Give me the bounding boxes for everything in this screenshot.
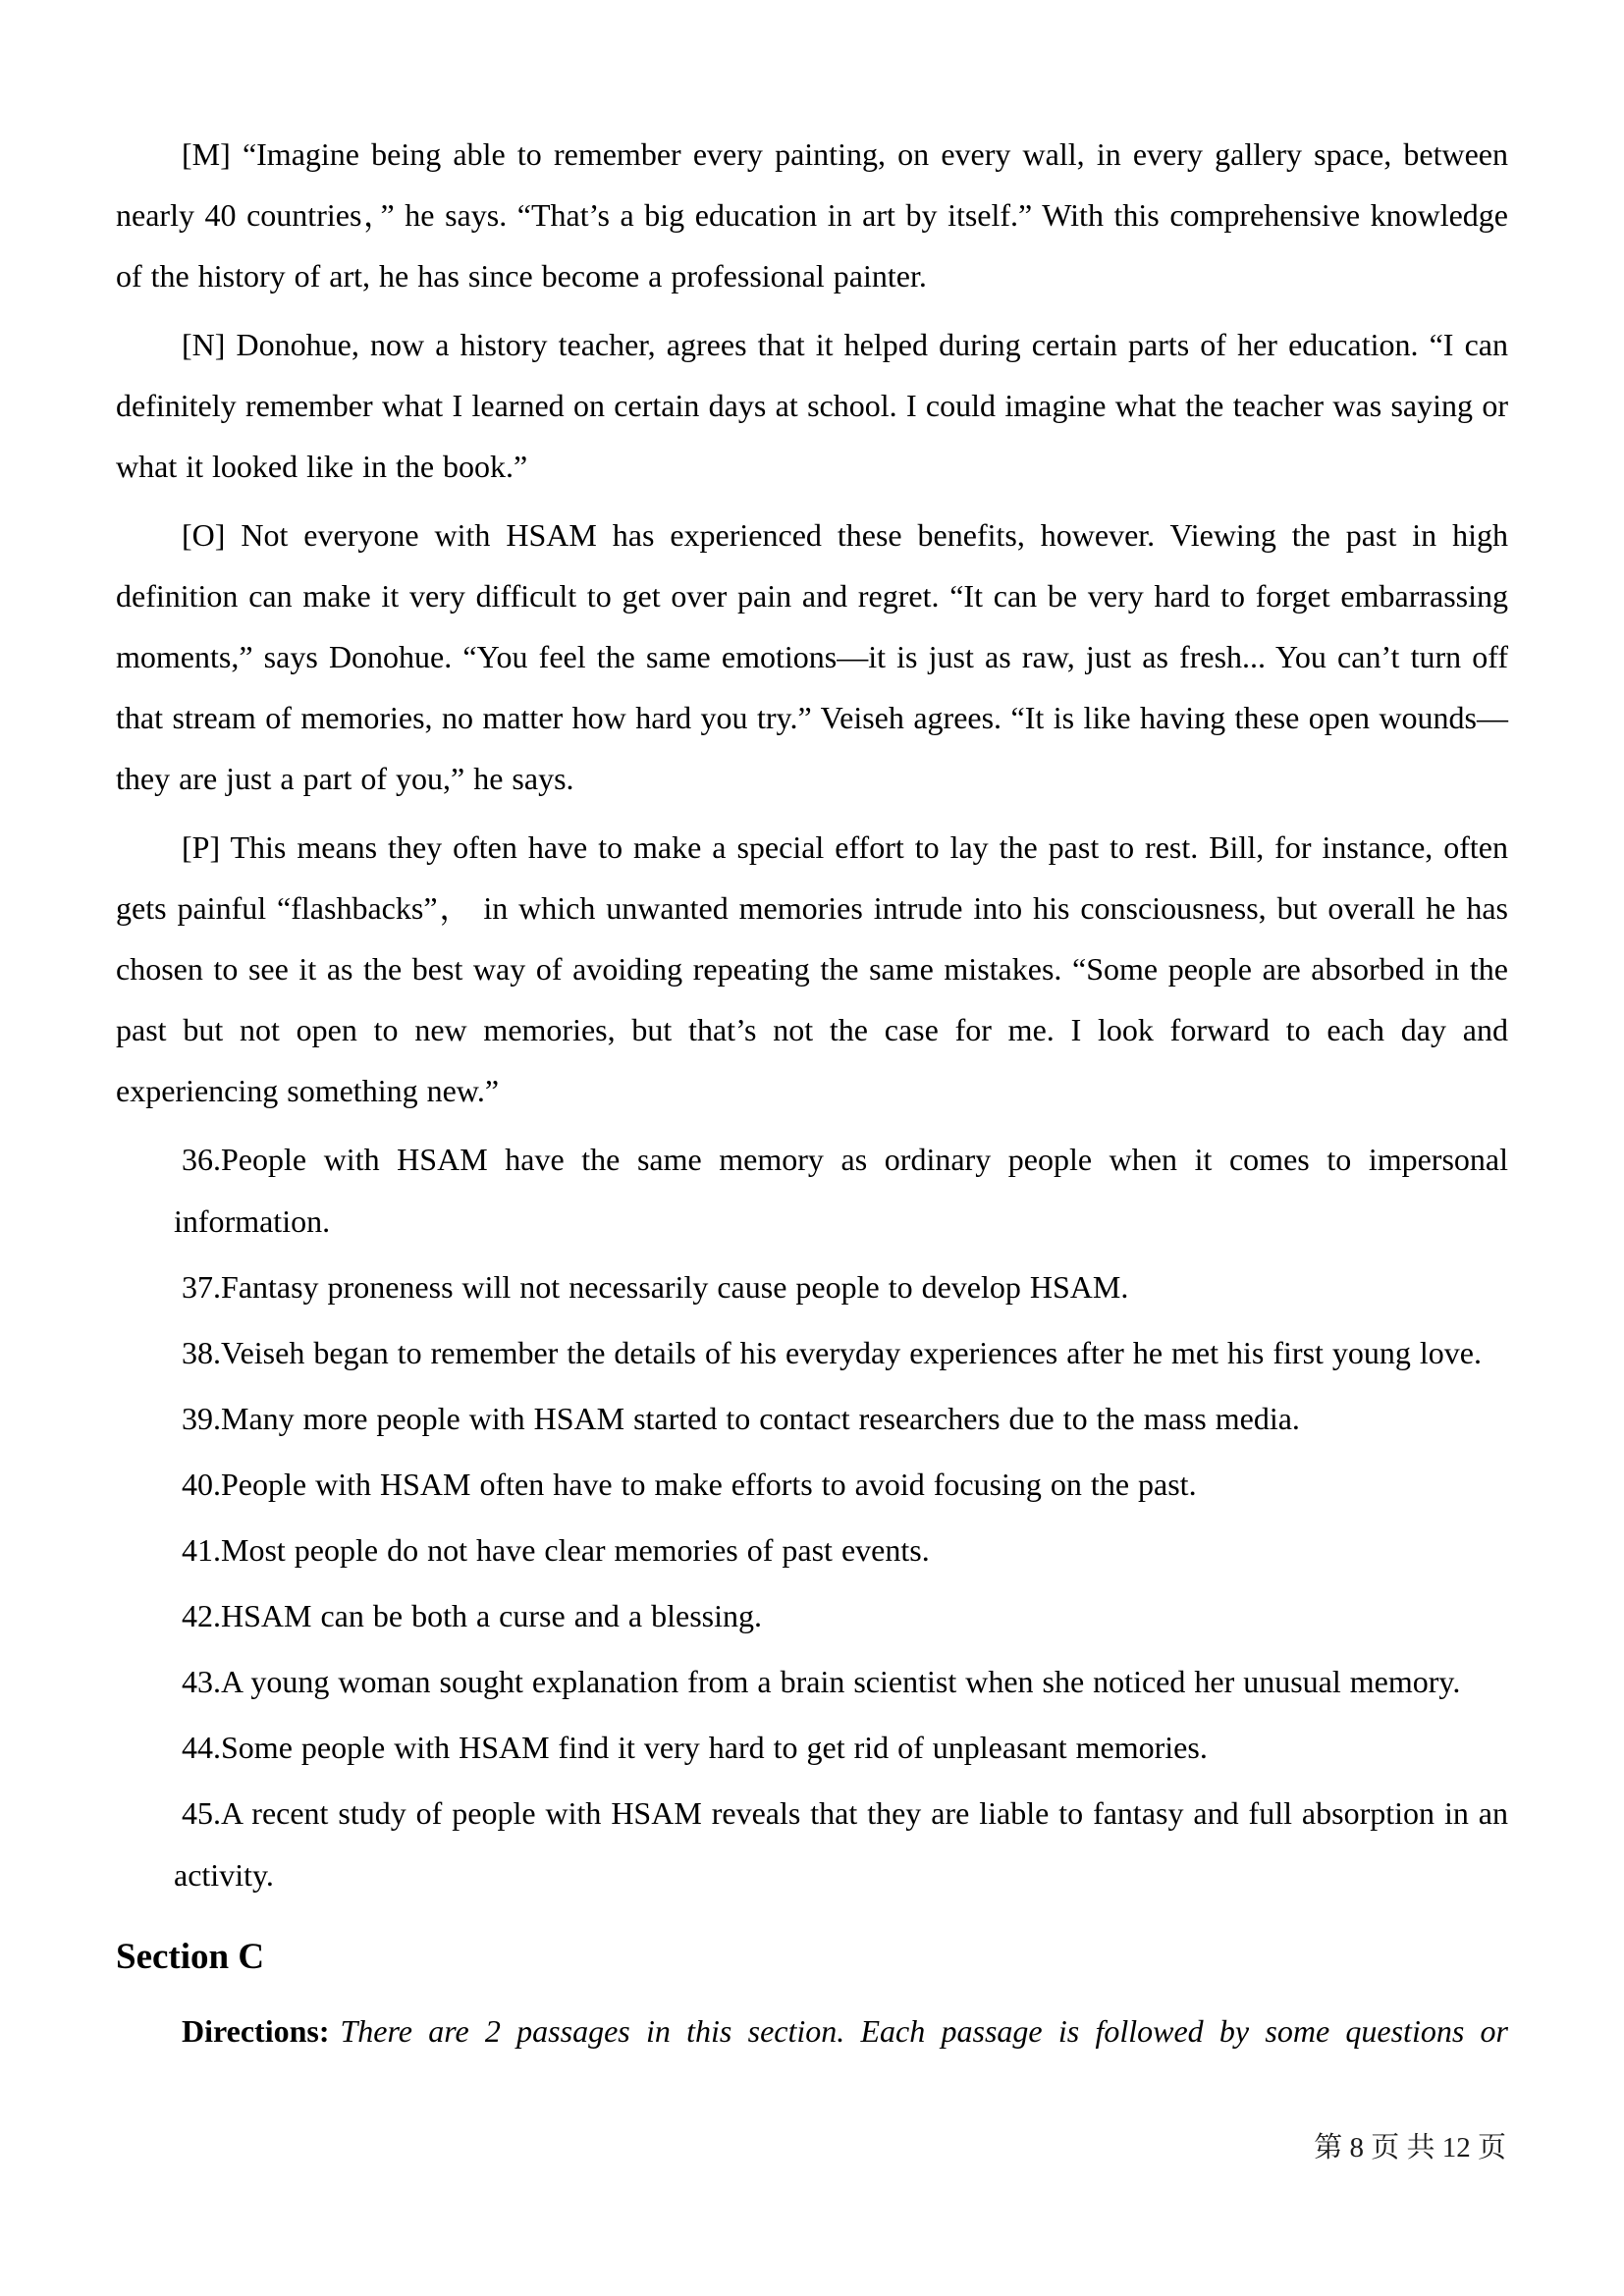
question-36 xyxy=(174,1129,1508,1253)
question-number: 42. xyxy=(182,1598,221,1633)
question-41 xyxy=(174,1520,1508,1581)
passage-paragraph-n: [N] Donohue, now a history teacher, agrees that it helped during certain parts of her education. “I can definitely remember what I learned on certain days at school. I could imagine what the teacher was saying or what it looked like in the book.” xyxy=(116,327,1508,484)
question-44 xyxy=(174,1717,1508,1779)
question-text: Some people with HSAM find it very hard to get rid of unpleasant memories. xyxy=(221,1730,1208,1765)
directions-paragraph xyxy=(116,2001,1508,2061)
question-text: Fantasy proneness will not necessarily cause people to develop HSAM. xyxy=(221,1269,1129,1305)
question-number: 37. xyxy=(182,1269,221,1305)
question-45 xyxy=(174,1783,1508,1906)
page-number-footer: 第 8 页 共 12 页 xyxy=(1314,2132,1506,2163)
question-text: People with HSAM have the same memory as ordinary people when it comes to impersonal information. xyxy=(174,1142,1508,1239)
question-text: A recent study of people with HSAM reveals that they are liable to fantasy and full absorption in an activity. xyxy=(174,1795,1508,1893)
page-content xyxy=(116,124,1508,2061)
question-40 xyxy=(174,1454,1508,1516)
question-number: 38. xyxy=(182,1335,221,1370)
question-text: People with HSAM often have to make efforts to avoid focusing on the past. xyxy=(221,1467,1197,1502)
question-number: 41. xyxy=(182,1532,221,1568)
section-c-heading: Section C xyxy=(116,1937,265,1977)
question-number: 39. xyxy=(182,1401,221,1436)
question-39 xyxy=(174,1388,1508,1450)
question-text: HSAM can be both a curse and a blessing. xyxy=(221,1598,762,1633)
passage-paragraph-o: [O] Not everyone with HSAM has experienced these benefits, however. Viewing the past in high definition can make it very difficult to get over pain and regret. “It can be very hard to forget embarrassing moments,” says Donohue. “You feel the same emotions—it is just as raw, just as fresh... You can’t turn off that stream of memories, no matter how hard you try.” Veiseh agrees. “It is like having these open wounds—they are just a part of you,” he says. xyxy=(116,517,1508,796)
question-text: Veiseh began to remember the details of his everyday experiences after he met his first young love. xyxy=(221,1335,1482,1370)
question-number: 40. xyxy=(182,1467,221,1502)
passage-paragraph-p: [P] This means they often have to make a special effort to lay the past to rest. Bill, for instance, often gets painful “flashbacks”， in which unwanted memories intrude into his consciousness, but overall he has chosen to see it as the best way of avoiding repeating the same mistakes. “Some people are absorbed in the past but not open to new memories, but that’s not the case for me. I look forward to each day and experiencing something new.” xyxy=(116,829,1508,1108)
question-list xyxy=(116,1129,1508,1906)
question-38 xyxy=(174,1322,1508,1384)
question-text: A young woman sought explanation from a brain scientist when she noticed her unusual memory. xyxy=(221,1664,1461,1699)
directions-label: Directions: xyxy=(182,2013,330,2049)
question-number: 44. xyxy=(182,1730,221,1765)
question-number: 45. xyxy=(182,1795,221,1831)
question-text: Many more people with HSAM started to contact researchers due to the mass media. xyxy=(221,1401,1300,1436)
question-37 xyxy=(174,1256,1508,1318)
question-text: Most people do not have clear memories of past events. xyxy=(221,1532,930,1568)
directions-text: There are 2 passages in this section. Each passage is followed by some questions or xyxy=(340,2013,1508,2049)
question-43 xyxy=(174,1651,1508,1713)
question-number: 43. xyxy=(182,1664,221,1699)
question-42 xyxy=(174,1585,1508,1647)
passage-paragraph-m: [M] “Imagine being able to remember every painting, on every wall, in every gallery space, between nearly 40 countries，” he says. “That’s a big education in art by itself.” With this comprehensive knowledge of the history of art, he has since become a professional painter. xyxy=(116,136,1508,294)
question-number: 36. xyxy=(182,1142,221,1177)
